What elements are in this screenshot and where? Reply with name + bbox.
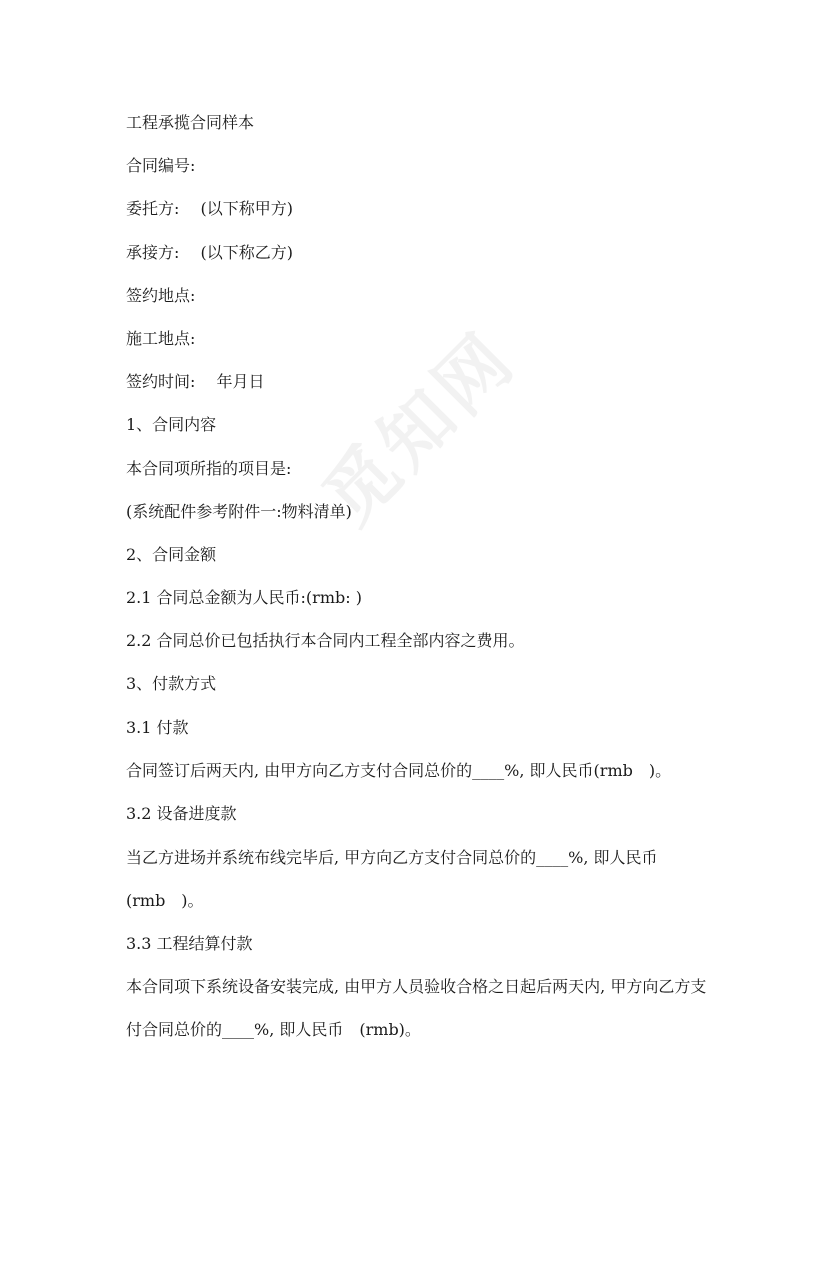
clause-3-1-text: 合同签订后两天内, 由甲方向乙方支付合同总价的____%, 即人民币(rmb )。 <box>126 760 672 780</box>
clause-3-2-heading: 3.2 设备进度款 <box>126 804 237 823</box>
document-title: 工程承揽合同样本 <box>126 113 255 132</box>
section-1-heading: 1、合同内容 <box>126 415 217 435</box>
clause-3-3-heading: 3.3 工程结算付款 <box>126 933 253 953</box>
section-1-text: 本合同项所指的项目是: <box>126 458 292 478</box>
signing-location: 签约地点: <box>126 285 196 305</box>
section-2-heading: 2、合同金额 <box>126 544 217 564</box>
document-body <box>126 112 716 1062</box>
client-party: 委托方: (以下称甲方) <box>126 199 293 219</box>
contract-number-field: 合同编号: <box>126 156 196 176</box>
clause-3-2-text: 当乙方进场并系统布线完毕后, 甲方向乙方支付合同总价的____%, 即人民币(rmb )。 <box>126 847 658 910</box>
clause-3-3-text: 本合同项下系统设备安装完成, 由甲方人员验收合格之日起后两天内, 甲方向乙方支付合同总价的____%, 即人民币 (rmb)。 <box>126 977 707 1040</box>
clause-2-1: 2.1 合同总金额为人民币:(rmb: ) <box>126 588 362 608</box>
construction-location: 施工地点: <box>126 328 196 348</box>
clause-2-2: 2.2 合同总价已包括执行本合同内工程全部内容之费用。 <box>126 631 525 651</box>
clause-3-1-heading: 3.1 付款 <box>126 717 189 737</box>
watermark-bottom <box>367 1037 593 1263</box>
section-3-heading: 3、付款方式 <box>126 674 217 694</box>
contractor-party: 承接方: (以下称乙方) <box>126 242 293 262</box>
section-1-note: (系统配件参考附件一:物料清单) <box>126 501 352 521</box>
watermark: 觅知网 <box>306 315 532 541</box>
signing-date: 签约时间: 年月日 <box>126 372 265 392</box>
